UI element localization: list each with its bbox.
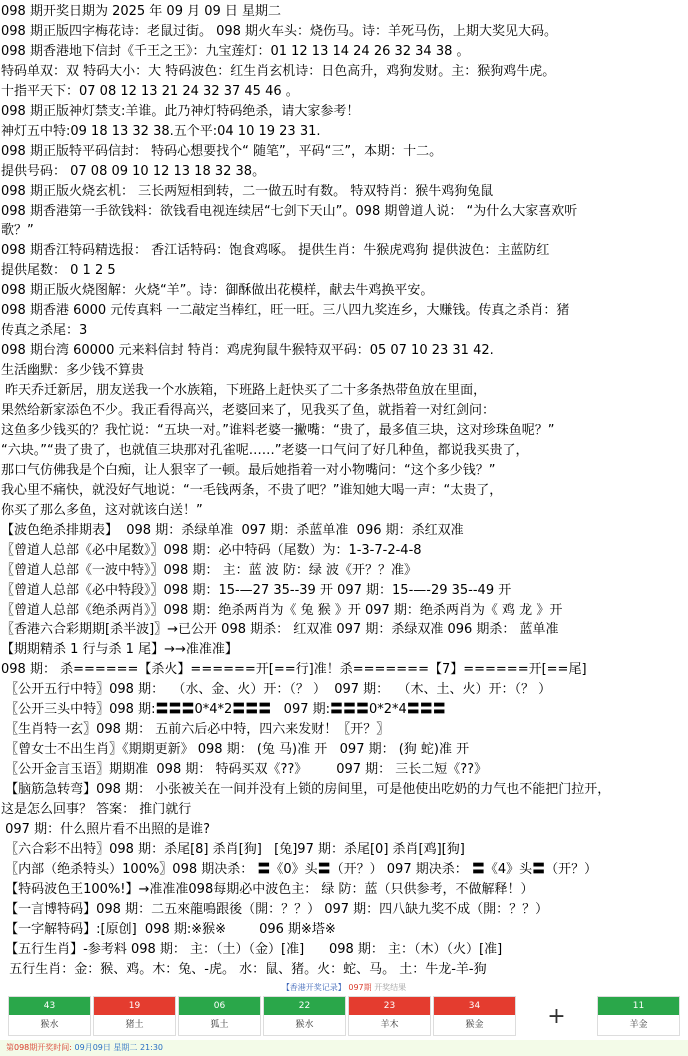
text-line: 〖公开五行中特〗098 期： （水、金、火）开：（？ ） 097 期： （木、土、火）开：（？ ） — [1, 682, 552, 698]
text-line: 098 期开奖日期为 2025 年 09 月 09 日 星期二 — [1, 4, 282, 19]
ball-zodiac: 羊木 — [349, 1015, 430, 1035]
text-line: 昨天乔迁新居，朋友送我一个水族箱，下班路上赶快买了二十多条热带鱼放在里面， — [1, 383, 487, 399]
text-line: 你买了那么多鱼，这对就该白送！” — [1, 502, 203, 518]
draw-time-label: 第098期开奖时间: — [6, 1043, 72, 1052]
text-line: 【一字解特码】:[原创] 098 期:※猴※ 096 期※塔※ — [1, 921, 336, 937]
draw-time-footer — [0, 1040, 688, 1056]
text-line: 【脑筋急转弯】098 期： 小张被关在一间并没有上锁的房间里，可是他使出吃奶的力气也不能把门拉开， — [1, 782, 611, 798]
result-ball — [93, 996, 176, 1036]
ball-number: 11 — [598, 997, 679, 1015]
ball-zodiac: 猴水 — [264, 1015, 345, 1035]
ball-number: 23 — [349, 997, 430, 1015]
ball-zodiac: 羊金 — [598, 1015, 679, 1035]
ball-zodiac: 猴金 — [434, 1015, 515, 1035]
text-line: 098 期台湾 60000 元来料信封 特肖：鸡虎狗鼠牛猴特双平码：05 07 10 23 31 42. — [1, 343, 494, 359]
text-line: 〖内部（绝杀特头）100%〗098 期决杀： 〓《0》头〓（开？） 097 期决杀： 〓《4》头〓（开？） — [1, 861, 598, 877]
result-ball — [263, 996, 346, 1036]
text-line: 【特码波色王100%!】→准准准098每期必中波色主： 绿 防：蓝（只供参考，不做解释！） — [1, 881, 534, 897]
text-line: “六块。”“贵了贵了，也就值三块那对孔雀呢……”老婆一口气问了好几种鱼，都说我买贵了， — [1, 442, 529, 458]
ball-number: 22 — [264, 997, 345, 1015]
text-line: 这是怎么回事？ 答案： 推门就行 — [1, 802, 192, 817]
text-line: 〖公开三头中特〗098 期:〓〓〓0*4*2〓〓〓 097 期:〓〓〓0*2*4〓〓〓 — [1, 702, 446, 718]
text-line: 098 期正版火烧玄机： 三长两短相到转，二一做五时有数。 特双特肖：猴牛鸡狗兔鼠 — [1, 183, 494, 199]
result-ball — [597, 996, 680, 1036]
text-line: 098 期正版特平码信封： 特码心想要找个“ 随笔”，平码“三”，本期：十二。 — [1, 143, 443, 159]
text-line: 传真之杀尾：3 — [1, 323, 88, 339]
results-title-extra: 开奖结果 — [374, 983, 407, 992]
text-line: 098 期正版神灯禁支:羊谁。此乃神灯特码绝杀，请大家参考！ — [1, 103, 360, 119]
text-line: 〖香港六合彩期期[杀半波]〗→已公开 098 期杀： 红双准 097 期：杀绿双准 096 期杀： 蓝单准 — [1, 622, 559, 638]
ball-zodiac: 猪土 — [94, 1015, 175, 1035]
result-ball — [433, 996, 516, 1036]
ball-number: 19 — [94, 997, 175, 1015]
result-ball — [348, 996, 431, 1036]
text-line: 五行生肖：金：猴、鸡。木：兔、-虎。 水：鼠、猪。火：蛇、马。 土：牛龙-羊-狗 — [1, 961, 487, 977]
text-line: 098 期香港 6000 元传真料 一二敲定当棒红，旺一旺。三八四九奖连乡，大赚钱。传真之杀肖：猪 — [1, 303, 570, 319]
text-line: 098 期香港地下信封《千王之王》：九宝莲灯：01 12 13 14 24 26 32 34 38 。 — [1, 43, 470, 59]
text-line: 【波色绝杀排期表】 098 期：杀绿单准 097 期：杀蓝单准 096 期：杀红双准 — [1, 522, 464, 538]
text-line: 【期期精杀 1 行与杀 1 尾】→→准准准】 — [1, 642, 238, 658]
ball-number: 34 — [434, 997, 515, 1015]
result-ball — [178, 996, 261, 1036]
results-title-main: 【香港开奖记录】 — [281, 983, 346, 992]
plus-symbol: + — [547, 1003, 566, 1029]
draw-time-value: 09月09日 星期二 21:30 — [74, 1043, 164, 1052]
text-line: 〖生肖特一玄〗098 期： 五前六后必中特，四六来发财！〖开？〗 — [1, 722, 390, 738]
text-line: 果然给新家添色不少。我正看得高兴，老婆回来了，见我买了鱼，就指着一对红剑问： — [1, 403, 496, 418]
text-line: 〖公开金言玉语〗期期准 098 期： 特码买双《??》 097 期： 三长二短《??》 — [1, 762, 488, 778]
text-line: 特码单双：双 特码大小：大 特码波色：红生肖玄机诗：日色高升，鸡狗发财。主：猴狗鸡牛虎。 — [1, 63, 556, 79]
text-line: 【五行生肖】-参考料 098 期： 主：（土）（金）[准] 098 期： 主：（木）（火）[准] — [1, 941, 503, 957]
text-line: 097 期：什么照片看不出照的是谁? — [1, 821, 210, 837]
text-line: 098 期正版四字梅花诗：老鼠过街。 098 期火车头：烧伤马。诗：羊死马伤，上期大奖见大码。 — [1, 23, 558, 39]
ball-zodiac: 狐土 — [179, 1015, 260, 1035]
text-line: 〖六合彩不出特〗098 期：杀尾[8] 杀肖[狗] [兔]97 期：杀尾[0] 杀肖[鸡][狗] — [1, 841, 465, 857]
result-balls — [8, 996, 680, 1036]
result-ball — [8, 996, 91, 1036]
text-line: 〖曾女士不出生肖〗《期期更新》 098 期： (兔 马)准 开 097 期： (狗 蛇)准 开 — [1, 742, 470, 758]
text-line: 〖曾道人总部《一波中特》〗098 期： 主：蓝 波 防：绿 波《开？？准》 — [1, 562, 417, 578]
ball-zodiac: 猴水 — [9, 1015, 90, 1035]
text-line: 098 期香江特码精选报： 香江话特码：饱食鸡啄。 提供生肖：牛猴虎鸡狗 提供波色：主蓝防红 — [1, 243, 550, 259]
text-line: 098 期正版火烧图解：火烧“羊”。诗：御酥做出花模样，献去牛鸡换平安。 — [1, 283, 434, 299]
ball-number: 06 — [179, 997, 260, 1015]
text-line: 我心里不痛快，就没好气地说：“一毛钱两条，不贵了吧？”谁知她大喝一声：“太贵了， — [1, 482, 503, 498]
text-line: 那口气仿佛我是个白痴，让人狠宰了一顿。最后她指着一对小物嘴问：“这个多少钱？” — [1, 462, 496, 478]
text-line: 提供尾数： 0 1 2 5 — [1, 263, 116, 279]
ball-number: 43 — [9, 997, 90, 1015]
results-bar-title — [0, 980, 688, 996]
results-title-period: 097期 — [348, 983, 372, 992]
text-line: 提供号码： 07 08 09 10 12 13 18 32 38。 — [1, 163, 266, 179]
text-line: 神灯五中特:09 18 13 32 38.五个平:04 10 19 23 31. — [1, 123, 321, 139]
text-line: 这鱼多少钱买的？我忙说：“五块一对。”谁料老婆一撇嘴：“贵了，最多值三块，这对珍珠鱼呢？” — [1, 422, 555, 438]
text-line: 生活幽默：多少钱不算贵 — [1, 363, 145, 379]
text-line: 098 期： 杀======【杀火】======开[==行]准！杀=======【7】======开[==尾] — [1, 662, 587, 678]
text-line: 【一言博特码】098 期：二五來龍鳴跟後（開：？？） 097 期：四八缺九奖不成（開：？？） — [1, 901, 549, 917]
text-line: 〖曾道人总部《必中特段》〗098 期：15-—27 35--39 开 097 期：15-—-29 35--49 开 — [1, 582, 512, 598]
text-line: 098 期香港第一手欲钱料：欲钱看电视连续居“七剑下天山”。098 期曾道人说： “为什么大家喜欢听 — [1, 203, 578, 219]
text-line: 十指平天下：07 08 12 13 21 24 32 37 45 46 。 — [1, 83, 299, 99]
text-line: 歌？” — [1, 223, 34, 239]
results-bar — [0, 980, 688, 1056]
text-line: 〖曾道人总部《绝杀两肖》〗098 期：绝杀两肖为《 兔 猴 》开 097 期：绝杀两肖为《 鸡 龙 》开 — [1, 602, 563, 618]
text-line: 〖曾道人总部《必中尾数》〗098 期：必中特码（尾数）为：1-3-7-2-4-8 — [1, 542, 422, 558]
